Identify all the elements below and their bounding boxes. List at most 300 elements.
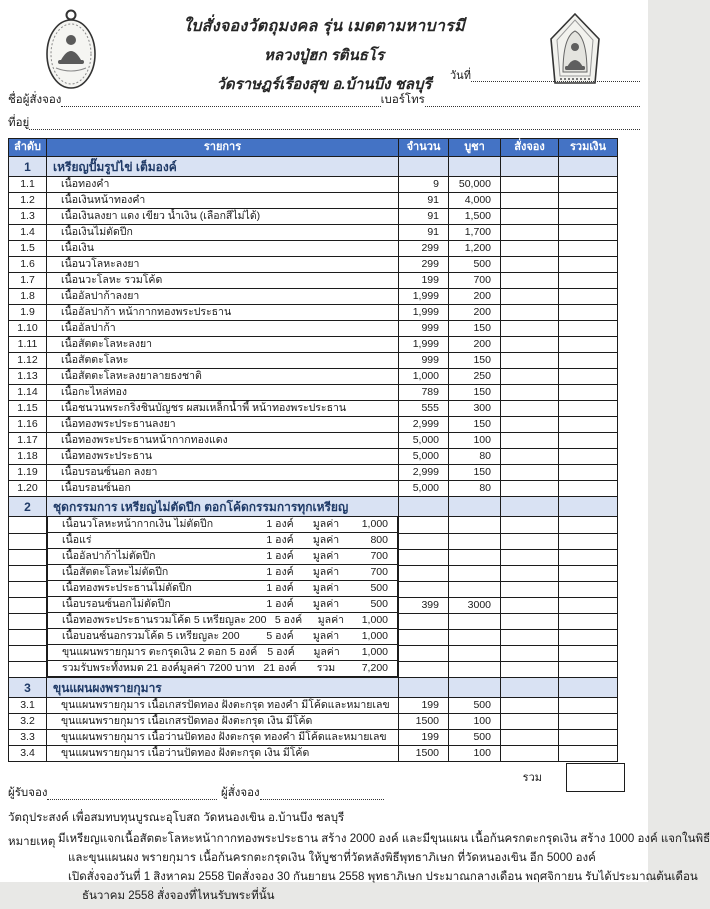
row-qty	[399, 661, 449, 678]
row-item: เนื้อเงินไม่ตัดปีก	[47, 225, 399, 241]
table-row	[9, 629, 618, 645]
row-item: เนื้อทองคำ	[47, 177, 399, 193]
row-value: 700	[370, 566, 388, 578]
table-row	[9, 565, 618, 581]
table-row	[9, 193, 618, 209]
row-total-cell[interactable]	[559, 225, 618, 241]
address-label: ที่อยู่	[8, 117, 30, 129]
row-item: เนื้อทองพระประธานหน้ากากทองแดง	[47, 433, 399, 449]
row-price: 200	[449, 305, 501, 321]
row-price: 500	[449, 257, 501, 273]
row-item	[47, 581, 398, 597]
row-qty: 9	[399, 177, 449, 193]
row-no	[9, 517, 47, 534]
row-value: 500	[370, 598, 388, 610]
date-field[interactable]	[471, 66, 640, 82]
row-order-cell[interactable]	[501, 305, 559, 321]
row-total-cell[interactable]	[559, 177, 618, 193]
row-unit: 5 องค์	[267, 646, 295, 658]
note-line: มีเหรียญแจกเนื้อสัตตะโลหะหน้ากากทองพระประธาน สร้าง 2000 องค์ และมีขุนแผน เนื้อก้นครกตะกรุดเงิน สร้าง 1000 องค์ แจกในพิธี	[58, 833, 710, 845]
row-qty: 5,000	[399, 449, 449, 465]
row-qty: 999	[399, 321, 449, 337]
row-total-cell[interactable]	[559, 433, 618, 449]
row-qty	[399, 645, 449, 661]
row-order-cell[interactable]	[501, 481, 559, 497]
row-order-cell[interactable]	[501, 273, 559, 289]
row-item-text: เนื้อทองพระประธานรวมโค้ด 5 เหรียญละ 200	[62, 614, 267, 626]
row-price: 1,700	[449, 225, 501, 241]
row-no: 1.1	[9, 177, 47, 193]
table-row	[9, 289, 618, 305]
row-no: 1.8	[9, 289, 47, 305]
row-item: ขุนแผนพรายกุมาร เนื้อว่านปัดทอง ฝังตะกรุด ทองคำ มีโค้ดและหมายเลข	[47, 730, 399, 746]
row-order-cell[interactable]	[501, 241, 559, 257]
row-no: 1.19	[9, 465, 47, 481]
row-item: ขุนแผนพรายกุมาร เนื้อว่านปัดทอง ฝังตะกรุด เงิน มีโค้ด	[47, 746, 399, 762]
section-empty-cell	[399, 497, 449, 517]
row-no: 3.2	[9, 714, 47, 730]
row-no: 1.9	[9, 305, 47, 321]
table-row	[9, 241, 618, 257]
row-order-cell[interactable]	[501, 385, 559, 401]
row-no: 1.6	[9, 257, 47, 273]
row-total-cell[interactable]	[559, 730, 618, 746]
row-item: เนื้อสัตตะโลหะลงยาลายธงชาติ	[47, 369, 399, 385]
row-value-label: รวม	[316, 662, 336, 674]
section-header-row	[9, 157, 618, 177]
table-row	[9, 337, 618, 353]
row-item	[47, 565, 398, 581]
row-value-label: มูลค่า	[313, 646, 340, 658]
row-price	[449, 613, 501, 629]
purpose-label: วัตถุประสงค์	[8, 812, 69, 824]
row-item: เนื้อสัตตะโลหะ	[47, 353, 399, 369]
row-price: 3000	[449, 597, 501, 613]
phone-label: เบอร์โทร	[380, 94, 425, 106]
row-qty: 1,999	[399, 337, 449, 353]
section-title: ขุนแผนผงพรายกุมาร	[47, 678, 399, 698]
row-order-cell[interactable]	[501, 661, 559, 678]
row-qty: 299	[399, 257, 449, 273]
table-row	[9, 209, 618, 225]
table-row	[9, 177, 618, 193]
row-qty: 91	[399, 225, 449, 241]
row-no: 1.7	[9, 273, 47, 289]
row-price: 4,000	[449, 193, 501, 209]
section-empty-cell	[399, 157, 449, 177]
table-row	[9, 581, 618, 597]
row-total-cell[interactable]	[559, 533, 618, 549]
row-total-cell[interactable]	[559, 581, 618, 597]
row-price	[449, 549, 501, 565]
section-header-row	[9, 497, 618, 517]
row-qty: 299	[399, 241, 449, 257]
table-row	[9, 257, 618, 273]
row-unit: 21 องค์	[263, 662, 297, 674]
row-value-label: มูลค่า	[312, 534, 340, 546]
table-row	[9, 549, 618, 565]
row-total-cell[interactable]	[559, 465, 618, 481]
date-label: วันที่	[450, 70, 471, 82]
table-row	[9, 433, 618, 449]
row-item	[47, 533, 398, 549]
row-total-cell[interactable]	[559, 613, 618, 629]
row-total-cell[interactable]	[559, 417, 618, 433]
row-no: 1.17	[9, 433, 47, 449]
row-order-cell[interactable]	[501, 257, 559, 273]
row-no: 3.1	[9, 698, 47, 714]
row-price	[449, 581, 501, 597]
row-item: เนื้ออัลปาก้า หน้ากากทองพระประธาน	[47, 305, 399, 321]
row-total-cell[interactable]	[559, 714, 618, 730]
row-value: 800	[370, 534, 388, 546]
row-item: เนื้อนวะโลหะ รวมโค้ด	[47, 273, 399, 289]
row-value-label: มูลค่า	[317, 614, 345, 626]
row-total-cell[interactable]	[559, 449, 618, 465]
row-item: เนื้อเงินลงยา แดง เขียว น้ำเงิน (เลือกสีไม่ได้)	[47, 209, 399, 225]
row-order-cell[interactable]	[501, 401, 559, 417]
row-value: 1,000	[361, 646, 388, 658]
row-total-cell[interactable]	[559, 549, 618, 565]
row-total-cell[interactable]	[559, 321, 618, 337]
row-item: เนื้อนวโลหะลงยา	[47, 257, 399, 273]
row-order-cell[interactable]	[501, 209, 559, 225]
row-price	[449, 661, 501, 678]
monk-name: หลวงปู่ฮก รตินธโร	[263, 47, 385, 64]
row-value-label: มูลค่า	[312, 566, 340, 578]
row-total-cell[interactable]	[559, 481, 618, 497]
row-no: 1.2	[9, 193, 47, 209]
row-order-cell[interactable]	[501, 321, 559, 337]
temple-name: วัดราษฎร์เรืองสุข อ.บ้านบึง ชลบุรี	[216, 76, 432, 93]
row-value-label: มูลค่า	[312, 598, 340, 610]
section-empty-cell	[501, 497, 559, 517]
table-row	[9, 353, 618, 369]
row-no: 1.18	[9, 449, 47, 465]
row-price: 500	[449, 730, 501, 746]
orderer-label: ผู้สั่งจอง	[221, 787, 260, 799]
monk-coin-amulet-icon	[40, 8, 102, 92]
row-item	[47, 613, 398, 629]
table-row	[9, 517, 618, 534]
row-order-cell[interactable]	[501, 369, 559, 385]
row-value: 700	[370, 550, 388, 562]
row-qty: 199	[399, 730, 449, 746]
section-empty-cell	[449, 678, 501, 698]
receiver-label: ผู้รับจอง	[8, 787, 48, 799]
row-order-cell[interactable]	[501, 698, 559, 714]
row-no: 1.12	[9, 353, 47, 369]
row-order-cell[interactable]	[501, 517, 559, 534]
row-item	[47, 661, 398, 677]
orderer-name-label: ชื่อผู้สั่งจอง	[8, 94, 62, 106]
row-value: 1,000	[361, 614, 388, 626]
order-table	[8, 138, 618, 762]
section-title: เหรียญปั๊มรูปไข่ เต็มองค์	[47, 157, 399, 177]
row-order-cell[interactable]	[501, 417, 559, 433]
table-row	[9, 661, 618, 678]
row-price: 300	[449, 401, 501, 417]
row-no: 3.3	[9, 730, 47, 746]
row-order-cell[interactable]	[501, 645, 559, 661]
row-order-cell[interactable]	[501, 225, 559, 241]
row-order-cell[interactable]	[501, 730, 559, 746]
row-item: เนื้ออัลปาก้าลงยา	[47, 289, 399, 305]
row-value-label: มูลค่า	[312, 518, 340, 530]
purpose-text: เพื่อสมทบทุนบูรณะอุโบสถ วัดหนองเขิน อ.บ้านบึง ชลบุรี	[72, 812, 345, 824]
table-row	[9, 385, 618, 401]
row-unit: 5 องค์	[274, 614, 303, 626]
row-qty	[399, 565, 449, 581]
row-item: ขุนแผนพรายกุมาร เนื้อเกสรปัดทอง ฝังตะกรุด เงิน มีโค้ด	[47, 714, 399, 730]
table-row	[9, 645, 618, 661]
row-order-cell[interactable]	[501, 581, 559, 597]
section-title: ชุดกรรมการ เหรียญไม่ตัดปีก ตอกโค้ดกรรมการทุกเหรียญ	[47, 497, 399, 517]
row-item: เนื้อทองพระประธานลงยา	[47, 417, 399, 433]
section-empty-cell	[449, 157, 501, 177]
row-value-label: มูลค่า	[312, 582, 340, 594]
row-order-cell[interactable]	[501, 629, 559, 645]
row-value: 500	[370, 582, 388, 594]
row-no	[9, 549, 47, 565]
table-row	[9, 533, 618, 549]
row-qty: 555	[399, 401, 449, 417]
row-total-cell[interactable]	[559, 385, 618, 401]
table-row	[9, 613, 618, 629]
row-order-cell[interactable]	[501, 289, 559, 305]
row-price	[449, 629, 501, 645]
section-header-row	[9, 678, 618, 698]
row-value: 1,000	[361, 630, 388, 642]
section-empty-cell	[501, 157, 559, 177]
row-order-cell[interactable]	[501, 353, 559, 369]
row-item-text: เนื้อสัตตะโลหะไม่ตัดปีก	[62, 566, 169, 578]
grand-total-label: รวม	[522, 772, 542, 784]
row-item: เนื้ออัลปาก้า	[47, 321, 399, 337]
row-total-cell[interactable]	[559, 241, 618, 257]
row-total-cell[interactable]	[559, 193, 618, 209]
row-price: 150	[449, 465, 501, 481]
col-header-total: รวมเงิน	[559, 139, 618, 157]
row-qty: 1,999	[399, 305, 449, 321]
row-order-cell[interactable]	[501, 549, 559, 565]
row-total-cell[interactable]	[559, 305, 618, 321]
row-price: 100	[449, 433, 501, 449]
row-total-cell[interactable]	[559, 645, 618, 661]
row-no: 1.16	[9, 417, 47, 433]
row-item	[47, 629, 398, 645]
row-no	[9, 645, 47, 661]
row-total-cell[interactable]	[559, 369, 618, 385]
section-empty-cell	[399, 678, 449, 698]
note-label: หมายเหตุ	[8, 836, 56, 848]
row-order-cell[interactable]	[501, 613, 559, 629]
row-unit: 5 องค์	[266, 630, 294, 642]
row-price: 200	[449, 289, 501, 305]
row-price: 150	[449, 321, 501, 337]
row-unit: 1 องค์	[266, 534, 294, 546]
row-no: 1.3	[9, 209, 47, 225]
row-qty: 199	[399, 698, 449, 714]
row-order-cell[interactable]	[501, 337, 559, 353]
table-row	[9, 305, 618, 321]
table-row	[9, 417, 618, 433]
table-row	[9, 714, 618, 730]
row-price: 500	[449, 698, 501, 714]
row-item-text: เนื้อบอนซ์นอกรวมโค้ด 5 เหรียญละ 200	[62, 630, 240, 642]
row-total-cell[interactable]	[559, 289, 618, 305]
note-line: เปิดสั่งจองวันที่ 1 สิงหาคม 2558 ปิดสั่งจอง 30 กันยายน 2558 พุทธาภิเษก ประมาณกลางเดือน พฤศจิกายน รับได้ประมาณต้นเดือน	[68, 871, 698, 883]
row-item: เนื้อสัตตะโลหะลงยา	[47, 337, 399, 353]
row-item	[47, 549, 398, 565]
row-qty: 789	[399, 385, 449, 401]
row-no	[9, 533, 47, 549]
row-qty: 91	[399, 209, 449, 225]
row-order-cell[interactable]	[501, 746, 559, 762]
row-no: 1.15	[9, 401, 47, 417]
row-total-cell[interactable]	[559, 401, 618, 417]
table-row	[9, 273, 618, 289]
row-total-cell[interactable]	[559, 209, 618, 225]
row-order-cell[interactable]	[501, 465, 559, 481]
row-qty	[399, 581, 449, 597]
row-total-cell[interactable]	[559, 629, 618, 645]
col-header-qty: จำนวน	[399, 139, 449, 157]
row-total-cell[interactable]	[559, 661, 618, 678]
row-order-cell[interactable]	[501, 449, 559, 465]
row-item	[47, 517, 398, 533]
row-order-cell[interactable]	[501, 177, 559, 193]
row-item-text: เนื้อบรอนซ์นอกไม่ตัดปีก	[62, 598, 171, 610]
row-unit: 1 องค์	[266, 518, 294, 530]
form-title: ใบสั่งจองวัตถุมงคล รุ่น เมตตามหาบารมี	[183, 18, 465, 35]
col-header-item: รายการ	[47, 139, 399, 157]
row-total-cell[interactable]	[559, 597, 618, 613]
row-qty: 5,000	[399, 433, 449, 449]
table-row	[9, 698, 618, 714]
row-no: 1.11	[9, 337, 47, 353]
row-total-cell[interactable]	[559, 746, 618, 762]
row-order-cell[interactable]	[501, 433, 559, 449]
table-row	[9, 369, 618, 385]
section-empty-cell	[449, 497, 501, 517]
row-unit: 1 องค์	[266, 582, 294, 594]
row-price	[449, 565, 501, 581]
row-unit: 1 องค์	[266, 598, 294, 610]
row-no	[9, 597, 47, 613]
table-header-row	[9, 139, 618, 157]
row-unit: 1 องค์	[266, 550, 294, 562]
table-row	[9, 730, 618, 746]
row-qty: 2,999	[399, 465, 449, 481]
table-row	[9, 401, 618, 417]
row-qty: 1500	[399, 746, 449, 762]
section-empty-cell	[559, 678, 618, 698]
row-price: 80	[449, 449, 501, 465]
table-row	[9, 597, 618, 613]
row-price: 250	[449, 369, 501, 385]
row-no: 3.4	[9, 746, 47, 762]
col-header-no: ลำดับ	[9, 139, 47, 157]
row-price: 80	[449, 481, 501, 497]
row-order-cell[interactable]	[501, 533, 559, 549]
row-qty: 1,000	[399, 369, 449, 385]
row-item: เนื้อกะไหล่ทอง	[47, 385, 399, 401]
row-no	[9, 629, 47, 645]
row-price	[449, 645, 501, 661]
row-qty: 999	[399, 353, 449, 369]
row-item: เนื้อชนวนพระกริ่งชินบัญชร ผสมเหล็กน้ำพี้ หน้าทองพระประธาน	[47, 401, 399, 417]
row-qty	[399, 613, 449, 629]
table-row	[9, 746, 618, 762]
row-price: 50,000	[449, 177, 501, 193]
row-item-text: รวมรับพระทั้งหมด 21 องค์มูลค่า 7200 บาท	[62, 662, 255, 674]
row-total-cell[interactable]	[559, 698, 618, 714]
row-item-text: เนื้อแร่	[62, 534, 92, 546]
table-row	[9, 465, 618, 481]
row-item-text: ขุนแผนพรายกุมาร ตะกรุดเงิน 2 ดอก 5 องค์	[62, 646, 258, 658]
row-qty	[399, 549, 449, 565]
grand-total-box[interactable]	[566, 763, 625, 792]
note-line: และขุนแผนผง พรายกุมาร เนื้อก้นครกตะกรุดเงิน ให้บูชาที่วัดหลังพิธีพุทธาภิเษก ที่วัดหนองเขิน อีก 5000 องค์	[68, 852, 596, 864]
row-total-cell[interactable]	[559, 353, 618, 369]
row-order-cell[interactable]	[501, 714, 559, 730]
row-item: ขุนแผนพรายกุมาร เนื้อเกสรปัดทอง ฝังตะกรุด ทองคำ มีโค้ดและหมายเลข	[47, 698, 399, 714]
row-qty	[399, 629, 449, 645]
row-qty: 199	[399, 273, 449, 289]
row-price: 150	[449, 385, 501, 401]
orderer-signature-field[interactable]	[260, 784, 384, 800]
row-qty: 91	[399, 193, 449, 209]
address-field[interactable]	[29, 114, 640, 130]
row-item-text: เนื้อทองพระประธานไม่ตัดปีก	[62, 582, 192, 594]
section-number: 2	[9, 497, 47, 517]
row-qty	[399, 533, 449, 549]
receiver-signature-field[interactable]	[47, 784, 217, 800]
table-row	[9, 449, 618, 465]
row-value-label: มูลค่า	[312, 550, 340, 562]
row-qty: 1,999	[399, 289, 449, 305]
row-no: 1.13	[9, 369, 47, 385]
row-order-cell[interactable]	[501, 193, 559, 209]
form-header	[0, 0, 648, 93]
col-header-price: บูชา	[449, 139, 501, 157]
row-total-cell[interactable]	[559, 517, 618, 534]
row-order-cell[interactable]	[501, 565, 559, 581]
row-total-cell[interactable]	[559, 273, 618, 289]
row-price: 1,200	[449, 241, 501, 257]
row-price: 100	[449, 714, 501, 730]
section-number: 3	[9, 678, 47, 698]
note-line: ธันวาคม 2558 สั่งจองที่ไหนรับพระที่นั้น	[82, 890, 275, 902]
row-value: 1,000	[361, 518, 388, 530]
row-price	[449, 517, 501, 534]
row-qty: 5,000	[399, 481, 449, 497]
row-item	[47, 645, 398, 661]
row-no	[9, 565, 47, 581]
row-unit: 1 องค์	[266, 566, 294, 578]
row-price: 700	[449, 273, 501, 289]
row-item: เนื้อเงินหน้าทองคำ	[47, 193, 399, 209]
row-order-cell[interactable]	[501, 597, 559, 613]
row-value-label: มูลค่า	[312, 630, 340, 642]
row-total-cell[interactable]	[559, 257, 618, 273]
purpose-line	[0, 809, 648, 827]
row-total-cell[interactable]	[559, 565, 618, 581]
row-price: 150	[449, 417, 501, 433]
row-qty: 2,999	[399, 417, 449, 433]
row-total-cell[interactable]	[559, 337, 618, 353]
